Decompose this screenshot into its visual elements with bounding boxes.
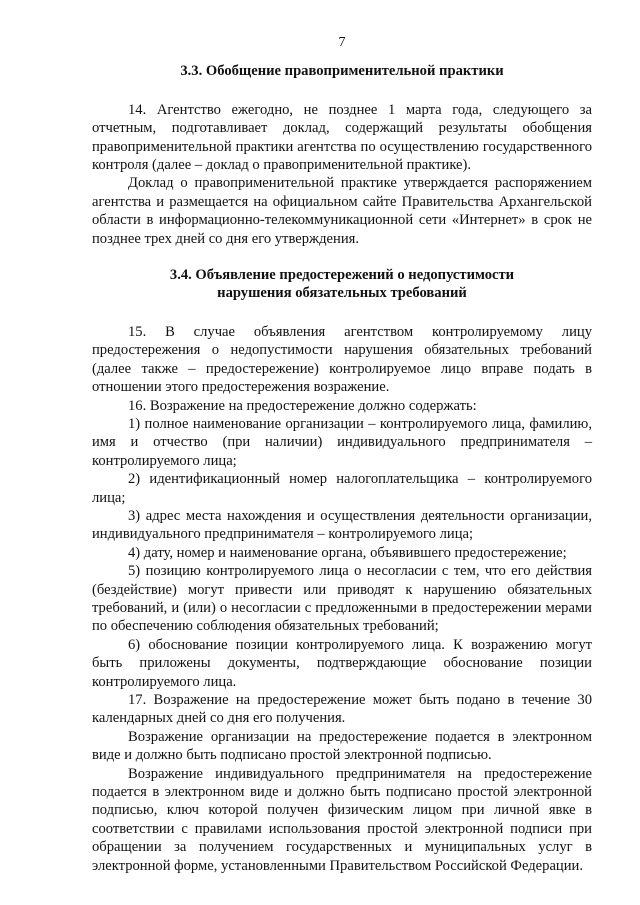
- list-item-5: 5) позицию контролируемого лица о несогласии с тем, что его действия (бездействие) могут привести или приводят к нарушению обязательных требований, и (или) о несогласии с предложенными в предостережении мерами по обеспечению соблюдения обязательных требований;: [92, 563, 592, 635]
- section-3-4-heading-line2: нарушения обязательных требований: [217, 285, 467, 302]
- section-3-3-heading: 3.3. Обобщение правоприменительной практики: [180, 63, 504, 80]
- section-3-4-heading: [92, 266, 592, 303]
- paragraph-17: 17. Возражение на предостережение может быть подано в течение 30 календарных дней со дня его получения.: [92, 692, 592, 727]
- paragraph-16: 16. Возражение на предостережение должно содержать:: [128, 397, 477, 414]
- paragraph-report-approval: Доклад о правоприменительной практике утверждается распоряжением агентства и размещается на официальном сайте Правительства Архангельской области в информационно-телекоммуникационной сети «Интернет» в срок не позднее трех дней со дня его утверждения.: [92, 175, 592, 247]
- paragraph-15: 15. В случае объявления агентством контролируемому лицу предостережения о недопустимости нарушения обязательных требований (далее также – предостережение) контролируемое лицо вправе подать в отношении этого предостережения возражение.: [92, 323, 592, 396]
- list-item-4: 4) дату, номер и наименование органа, объявившего предостережение;: [128, 544, 567, 561]
- list-item-1: 1) полное наименование организации – контролируемого лица, фамилию, имя и отчество (при наличии) индивидуального предпринимателя – контролируемого лица;: [92, 415, 592, 469]
- paragraph-organization-objection: Возражение организации на предостережение подается в электронном виде и должно быть подписано простой электронной подписью.: [92, 728, 592, 764]
- list-item-2: 2) идентификационный номер налогоплательщика – контролируемого лица;: [92, 471, 592, 506]
- list-item-3: 3) адрес места нахождения и осуществления деятельности организации, индивидуального предпринимателя – контролируемого лица;: [92, 507, 592, 543]
- paragraph-entrepreneur-objection: Возражение индивидуального предпринимателя на предостережение подается в электронном виде и должно быть подписано простой электронной подписью, ключ которой получен физическим лицом при личной явке в соответствии с правилами использования простой электронной подписи при обращении за получением государственных и муниципальных услуг в электронной форме, установленными Правительством Российской Федерации.: [92, 765, 592, 874]
- paragraph-14: 14. Агентство ежегодно, не позднее 1 марта года, следующего за отчетным, подготавливает доклад, содержащий результаты обобщения правоприменительной практики агентства по осуществлению государственного контроля (далее – доклад о правоприменительной практике).: [92, 101, 592, 174]
- list-item-6: 6) обоснование позиции контролируемого лица. К возражению могут быть приложены документы, подтверждающие обоснование позиции контролируемого лица.: [92, 636, 592, 690]
- page-number: 7: [338, 35, 346, 50]
- section-3-4-heading-line1: 3.4. Объявление предостережений о недопустимости: [169, 267, 515, 284]
